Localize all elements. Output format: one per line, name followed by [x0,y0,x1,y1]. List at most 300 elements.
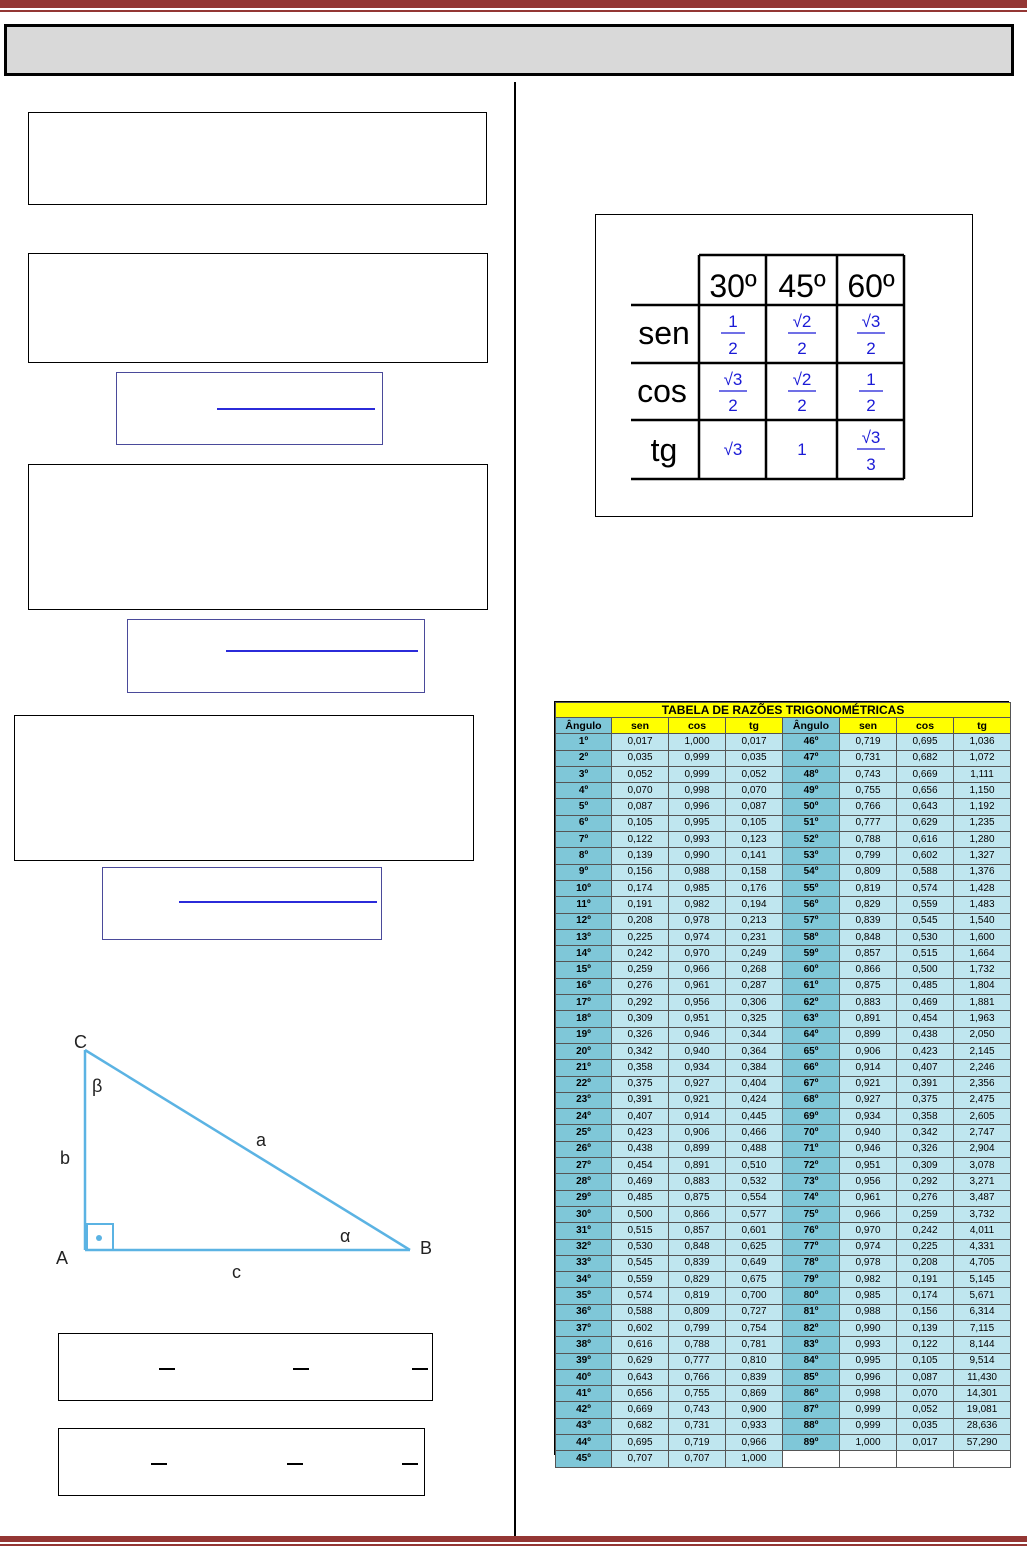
value-cell: 0,364 [726,1043,783,1059]
value-cell: 0,866 [669,1206,726,1222]
value-cell: 7,115 [954,1320,1011,1336]
angle-cell: 26º [556,1141,612,1157]
value-cell: 0,995 [669,815,726,831]
value-cell: 0,358 [897,1109,954,1125]
table-row [556,734,1011,750]
value-cell: 0,287 [726,978,783,994]
value-cell: 9,514 [954,1353,1011,1369]
value-cell: 0,242 [612,946,669,962]
table-row [556,1158,1011,1174]
table-row [556,1337,1011,1353]
angle-cell: 11º [556,897,612,913]
angle-cell: 44º [556,1435,612,1451]
value-cell: 1,000 [669,734,726,750]
angle-cell: 68º [783,1092,840,1108]
angle-cell: 80º [783,1288,840,1304]
angle-cell: 75º [783,1206,840,1222]
value-cell: 0,438 [897,1027,954,1043]
angle-cell: 10º [556,880,612,896]
value-cell: 3,271 [954,1174,1011,1190]
angle-cell: 34º [556,1272,612,1288]
value-cell: 0,956 [840,1174,897,1190]
value-cell: 0,326 [897,1141,954,1157]
value-cell: 0,485 [897,978,954,994]
value-cell: 6,314 [954,1304,1011,1320]
value-cell: 2,605 [954,1109,1011,1125]
value-cell: 0,891 [669,1158,726,1174]
value-cell: 1,600 [954,929,1011,945]
value-cell: 0,017 [726,734,783,750]
value-cell: 0,035 [612,750,669,766]
value-cell: 0,891 [840,1011,897,1027]
value-cell: 1,280 [954,832,1011,848]
table-row [556,766,1011,782]
value-cell: 0,946 [669,1027,726,1043]
tg30-value: √3 [723,440,743,459]
angle-cell: 43º [556,1418,612,1434]
value-cell: 0,213 [726,913,783,929]
angle-cell: 41º [556,1386,612,1402]
value-cell: 0,208 [897,1255,954,1271]
value-cell: 0,602 [612,1320,669,1336]
value-cell: 0,970 [669,946,726,962]
top-rule-thin [0,10,1027,12]
value-cell: 0,875 [669,1190,726,1206]
value-cell: 0,035 [726,750,783,766]
angle-cell: 48º [783,766,840,782]
vertex-c-label: C [74,1032,87,1052]
value-cell: 1,428 [954,880,1011,896]
value-cell: 0,156 [897,1304,954,1320]
value-cell: 0,276 [897,1190,954,1206]
value-cell: 0,777 [840,815,897,831]
angle-cell: 8º [556,848,612,864]
value-cell: 0,602 [897,848,954,864]
value-cell: 0,961 [840,1190,897,1206]
angle-cell: 58º [783,929,840,945]
value-cell: 0,500 [612,1206,669,1222]
tg60-den: 3 [866,455,876,474]
table-row [556,1223,1011,1239]
angle-cell: 13º [556,929,612,945]
value-cell: 0,500 [897,962,954,978]
text-box-1 [28,112,487,205]
value-cell: 0,105 [612,815,669,831]
angle-cell: 33º [556,1255,612,1271]
angle-cell: 71º [783,1141,840,1157]
text-box-3 [28,464,488,610]
angle-cell: 87º [783,1402,840,1418]
table-row [556,929,1011,945]
value-cell: 1,732 [954,962,1011,978]
value-cell: 0,869 [726,1386,783,1402]
table-row [556,1060,1011,1076]
value-cell: 0,999 [669,766,726,782]
angle-cell: 15º [556,962,612,978]
value-cell: 0,656 [612,1386,669,1402]
value-cell: 0,857 [840,946,897,962]
table-row [556,848,1011,864]
value-cell: 0,454 [897,1011,954,1027]
angle-cell: 56º [783,897,840,913]
value-cell: 0,999 [840,1402,897,1418]
value-cell: 0,727 [726,1304,783,1320]
value-cell: 0,123 [726,832,783,848]
value-cell: 3,078 [954,1158,1011,1174]
angle-cell: 51º [783,815,840,831]
value-cell: 1,664 [954,946,1011,962]
angle-cell: 89º [783,1435,840,1451]
value-cell: 0,707 [669,1451,726,1467]
table-row [556,1109,1011,1125]
angle-cell: 60º [783,962,840,978]
cos45-num: √2 [792,370,812,389]
angle-cell: 61º [783,978,840,994]
value-cell: 0,191 [897,1272,954,1288]
table-row [556,1418,1011,1434]
angle-cell: 50º [783,799,840,815]
angle-cell: 82º [783,1320,840,1336]
value-cell: 0,819 [840,880,897,896]
angle-cell: 47º [783,750,840,766]
value-cell: 0,454 [612,1158,669,1174]
table-row [556,897,1011,913]
value-cell: 0,788 [669,1337,726,1353]
value-cell: 0,326 [612,1027,669,1043]
value-cell: 0,375 [897,1092,954,1108]
value-cell: 0,344 [726,1027,783,1043]
table-row [556,913,1011,929]
angle-cell: 46º [783,734,840,750]
value-cell: 0,946 [840,1141,897,1157]
value-cell: 0,990 [669,848,726,864]
value-cell: 0,695 [897,734,954,750]
angle-cell: 53º [783,848,840,864]
value-cell: 0,810 [726,1353,783,1369]
formula-box-3 [102,867,382,940]
angle-cell: 20º [556,1043,612,1059]
angle-beta-label: β [92,1076,103,1096]
value-cell: 0,249 [726,946,783,962]
text-box-4 [14,715,474,861]
value-cell: 0,559 [612,1272,669,1288]
angle-cell: 32º [556,1239,612,1255]
value-cell: 2,356 [954,1076,1011,1092]
angle-cell: 88º [783,1418,840,1434]
value-cell: 0,995 [840,1353,897,1369]
value-cell: 1,036 [954,734,1011,750]
value-cell: 0,384 [726,1060,783,1076]
value-cell: 0,423 [612,1125,669,1141]
sen30-den: 2 [728,339,738,358]
value-cell: 0,951 [840,1158,897,1174]
value-cell: 0,194 [726,897,783,913]
value-cell: 0,766 [840,799,897,815]
angle-cell: 86º [783,1386,840,1402]
value-cell: 0,848 [669,1239,726,1255]
value-cell: 0,087 [897,1369,954,1385]
angle-cell: 78º [783,1255,840,1271]
value-cell: 0,208 [612,913,669,929]
value-cell: 0,510 [726,1158,783,1174]
table-row [556,1141,1011,1157]
value-cell: 0,225 [612,929,669,945]
angle-cell [783,1451,840,1467]
angle-cell: 79º [783,1272,840,1288]
value-cell: 0,839 [840,913,897,929]
value-cell: 0,176 [726,880,783,896]
value-cell: 0,982 [840,1272,897,1288]
table-row [556,962,1011,978]
angle-cell: 21º [556,1060,612,1076]
row-label-cos: cos [637,373,687,409]
value-cell: 2,246 [954,1060,1011,1076]
value-cell: 0,191 [612,897,669,913]
value-cell: 0,559 [897,897,954,913]
table-row [556,1043,1011,1059]
value-cell: 0,669 [612,1402,669,1418]
value-cell: 0,292 [897,1174,954,1190]
header-cos-left: cos [669,718,726,734]
value-cell: 0,530 [612,1239,669,1255]
value-cell: 0,988 [840,1304,897,1320]
angle-cell: 37º [556,1320,612,1336]
formula-box-1 [116,372,383,445]
angle-cell: 77º [783,1239,840,1255]
table-row [556,1027,1011,1043]
top-rule [0,0,1027,8]
value-cell: 0,070 [612,783,669,799]
value-cell: 0,469 [897,995,954,1011]
value-cell: 0,675 [726,1272,783,1288]
value-cell: 0,978 [840,1255,897,1271]
angle-cell: 9º [556,864,612,880]
value-cell: 0,404 [726,1076,783,1092]
trig-ratio-table [554,701,1009,1464]
angle-cell: 54º [783,864,840,880]
value-cell: 0,292 [612,995,669,1011]
header-tg-right: tg [954,718,1011,734]
value-cell: 0,485 [612,1190,669,1206]
table-row [556,1125,1011,1141]
angle-cell: 66º [783,1060,840,1076]
angle-header-60: 60º [847,268,895,304]
value-cell: 0,999 [840,1418,897,1434]
value-cell: 0,174 [897,1288,954,1304]
table-row [556,832,1011,848]
tg45-value: 1 [797,440,807,459]
value-cell: 0,087 [726,799,783,815]
right-angle-dot [96,1235,102,1241]
angle-cell: 83º [783,1337,840,1353]
angle-cell: 16º [556,978,612,994]
value-cell: 0,766 [669,1369,726,1385]
angle-cell: 84º [783,1353,840,1369]
table-row [556,1190,1011,1206]
value-cell: 0,743 [840,766,897,782]
formula-box-2 [127,619,425,693]
value-cell: 19,081 [954,1402,1011,1418]
value-cell: 0,052 [897,1402,954,1418]
value-cell: 0,669 [897,766,954,782]
value-cell: 0,961 [669,978,726,994]
value-cell: 0,978 [669,913,726,929]
bottom-rule-thin [0,1544,1027,1546]
value-cell: 0,325 [726,1011,783,1027]
value-cell: 0,391 [897,1076,954,1092]
value-cell: 0,982 [669,897,726,913]
value-cell: 0,839 [726,1369,783,1385]
value-cell: 0,105 [897,1353,954,1369]
value-cell: 4,011 [954,1223,1011,1239]
value-cell: 0,974 [669,929,726,945]
value-cell: 0,906 [669,1125,726,1141]
value-cell: 0,990 [840,1320,897,1336]
value-cell: 14,301 [954,1386,1011,1402]
angle-cell: 39º [556,1353,612,1369]
value-cell: 0,105 [726,815,783,831]
value-cell: 0,017 [897,1435,954,1451]
value-cell: 0,974 [840,1239,897,1255]
angle-cell: 14º [556,946,612,962]
angle-cell: 69º [783,1109,840,1125]
value-cell: 0,515 [897,946,954,962]
value-cell: 0,174 [612,880,669,896]
formula-box-5 [58,1428,425,1496]
angle-cell: 17º [556,995,612,1011]
value-cell: 0,966 [840,1206,897,1222]
row-label-sen: sen [638,315,690,351]
value-cell: 0,035 [897,1418,954,1434]
table-row [556,995,1011,1011]
notable-angles-table [596,215,971,515]
table-row [556,1320,1011,1336]
value-cell: 1,483 [954,897,1011,913]
value-cell: 28,636 [954,1418,1011,1434]
value-cell: 0,682 [612,1418,669,1434]
value-cell: 0,532 [726,1174,783,1190]
header-angle-left: Ângulo [556,718,612,734]
angle-cell: 49º [783,783,840,799]
value-cell: 0,682 [897,750,954,766]
value-cell: 0,985 [840,1288,897,1304]
value-cell: 0,574 [612,1288,669,1304]
value-cell: 0,242 [897,1223,954,1239]
text-box-2 [28,253,488,363]
value-cell: 0,857 [669,1223,726,1239]
value-cell: 1,804 [954,978,1011,994]
value-cell: 0,731 [669,1418,726,1434]
angle-cell: 55º [783,880,840,896]
value-cell: 0,866 [840,962,897,978]
cos45-den: 2 [797,396,807,415]
value-cell: 5,145 [954,1272,1011,1288]
table-row [556,978,1011,994]
angle-cell: 7º [556,832,612,848]
table-title: TABELA DE RAZÕES TRIGONOMÉTRICAS [556,703,1011,718]
header-sen-right: sen [840,718,897,734]
angle-cell: 42º [556,1402,612,1418]
value-cell: 1,881 [954,995,1011,1011]
angle-cell: 19º [556,1027,612,1043]
table-row [556,946,1011,962]
value-cell: 0,070 [726,783,783,799]
value-cell: 0,695 [612,1435,669,1451]
value-cell: 0,469 [612,1174,669,1190]
value-cell: 0,087 [612,799,669,815]
value-cell: 0,259 [897,1206,954,1222]
value-cell: 0,158 [726,864,783,880]
value-cell: 0,643 [612,1369,669,1385]
angle-cell: 40º [556,1369,612,1385]
value-cell: 0,755 [669,1386,726,1402]
sen30-num: 1 [728,312,738,331]
header-cos-right: cos [897,718,954,734]
value-cell: 0,700 [726,1288,783,1304]
value-cell: 0,466 [726,1125,783,1141]
value-cell: 0,719 [669,1435,726,1451]
value-cell: 0,530 [897,929,954,945]
angle-alpha-label: α [340,1226,351,1246]
value-cell: 0,122 [897,1337,954,1353]
value-cell [954,1451,1011,1467]
notable-angles-box [595,214,973,517]
value-cell: 0,996 [840,1369,897,1385]
angle-cell: 38º [556,1337,612,1353]
angle-header-30: 30º [709,268,757,304]
angle-cell: 76º [783,1223,840,1239]
value-cell: 3,732 [954,1206,1011,1222]
value-cell: 0,914 [840,1060,897,1076]
value-cell: 0,988 [669,864,726,880]
value-cell: 0,934 [669,1060,726,1076]
right-triangle-figure [40,1020,460,1310]
angle-cell: 25º [556,1125,612,1141]
angle-cell: 57º [783,913,840,929]
table-row [556,799,1011,815]
value-cell: 0,625 [726,1239,783,1255]
angle-cell: 81º [783,1304,840,1320]
cos60-num: 1 [866,370,876,389]
value-cell: 1,963 [954,1011,1011,1027]
value-cell: 4,331 [954,1239,1011,1255]
value-cell: 1,540 [954,913,1011,929]
value-cell: 5,671 [954,1288,1011,1304]
value-cell: 0,875 [840,978,897,994]
value-cell: 0,156 [612,864,669,880]
table-row [556,815,1011,831]
table-row [556,864,1011,880]
value-cell: 1,327 [954,848,1011,864]
angle-cell: 29º [556,1190,612,1206]
angle-cell: 6º [556,815,612,831]
value-cell: 0,970 [840,1223,897,1239]
value-cell: 1,235 [954,815,1011,831]
value-cell: 11,430 [954,1369,1011,1385]
value-cell: 0,438 [612,1141,669,1157]
value-cell: 0,445 [726,1109,783,1125]
value-cell: 0,754 [726,1320,783,1336]
value-cell: 0,545 [612,1255,669,1271]
angle-cell: 2º [556,750,612,766]
value-cell: 0,809 [669,1304,726,1320]
tg60-num: √3 [861,428,881,447]
row-label-tg: tg [650,432,678,468]
angle-cell: 22º [556,1076,612,1092]
cos60-den: 2 [866,396,876,415]
value-cell: 0,515 [612,1223,669,1239]
value-cell: 0,743 [669,1402,726,1418]
